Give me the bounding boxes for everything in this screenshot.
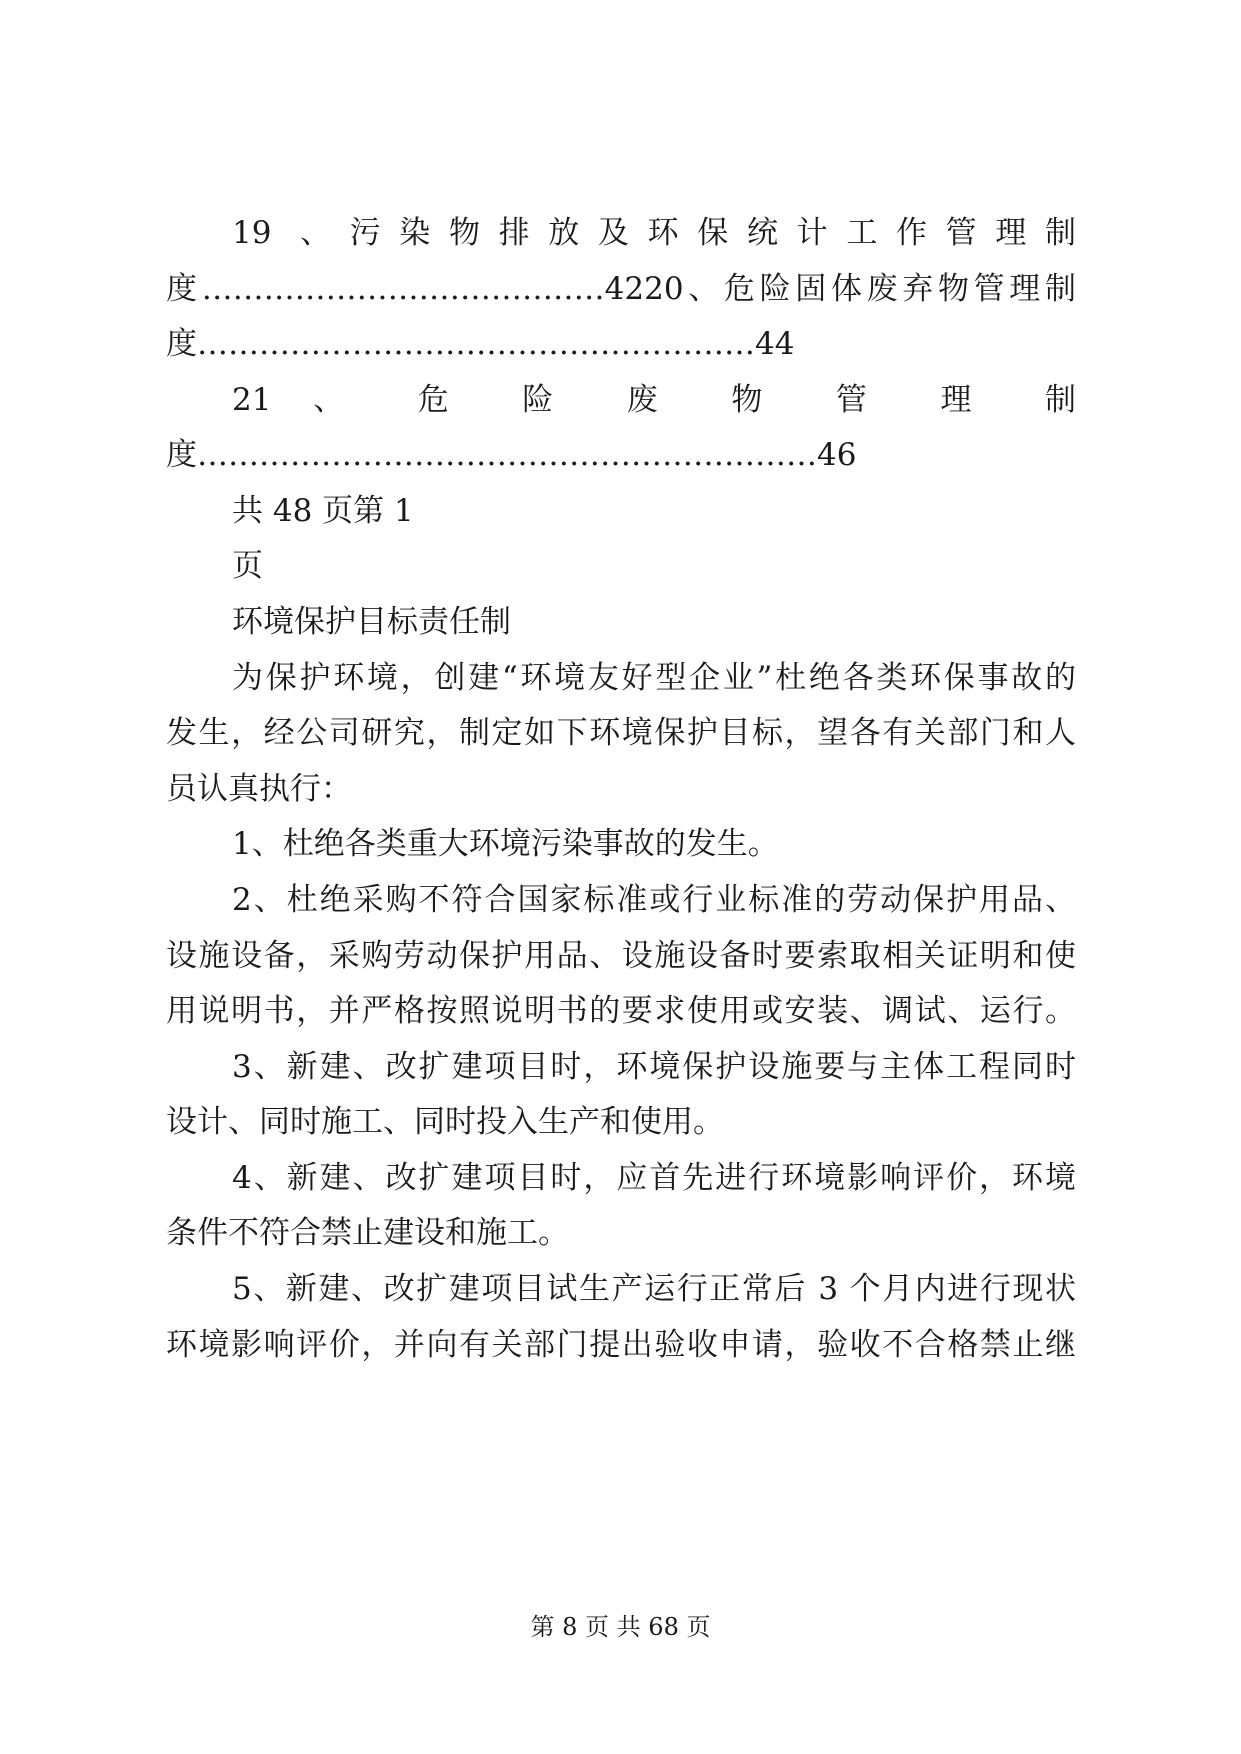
list-item-3-line: 设计、同时施工、同时投入生产和使用。 [166, 1104, 724, 1140]
list-item-2-line: 设施设备，采购劳动保护用品、设施设备时要索取相关证明和使 [166, 938, 1076, 974]
toc-entry-20-continued: 度………………………………………………44 [166, 326, 795, 362]
list-item-4: 4、新建、改扩建项目时，应首先进行环境影响评价，环境 [232, 1160, 1076, 1196]
list-item-4-line: 条件不符合禁止建设和施工。 [166, 1215, 569, 1251]
page-count-text: 共 48 页第 1 [232, 493, 414, 529]
section-heading: 环境保护目标责任制 [232, 604, 511, 640]
list-item-3: 3、新建、改扩建项目时，环境保护设施要与主体工程同时 [232, 1049, 1076, 1085]
toc-entry-21-continued: 度……………………………………………………46 [166, 437, 857, 473]
toc-entry-19-continued: 度…………………………………4220、危险固体废弃物管理制 [166, 271, 1076, 307]
body-paragraph-line: 为保护环境，创建“环境友好型企业”杜绝各类环保事故的 [232, 660, 1076, 696]
toc-entry-21: 21 、 危 险 废 物 管 理 制 [232, 382, 1076, 418]
body-paragraph-line: 员认真执行： [166, 771, 352, 807]
toc-entry-19: 19 、污染物排放及环保统计工作管理制 [232, 215, 1076, 251]
list-item-2: 2、杜绝采购不符合国家标准或行业标准的劳动保护用品、 [232, 882, 1076, 918]
page-footer: 第 8 页 共 68 页 [530, 1613, 711, 1641]
page-count-text-continued: 页 [232, 548, 263, 584]
body-paragraph-line: 发生，经公司研究，制定如下环境保护目标，望各有关部门和人 [166, 715, 1076, 751]
list-item-1: 1、杜绝各类重大环境污染事故的发生。 [232, 826, 779, 862]
list-item-5: 5、新建、改扩建项目试生产运行正常后 3 个月内进行现状 [232, 1271, 1076, 1307]
list-item-2-line: 用说明书，并严格按照说明书的要求使用或安装、调试、运行。 [166, 993, 1076, 1029]
list-item-5-line: 环境影响评价，并向有关部门提出验收申请，验收不合格禁止继 [166, 1327, 1076, 1363]
